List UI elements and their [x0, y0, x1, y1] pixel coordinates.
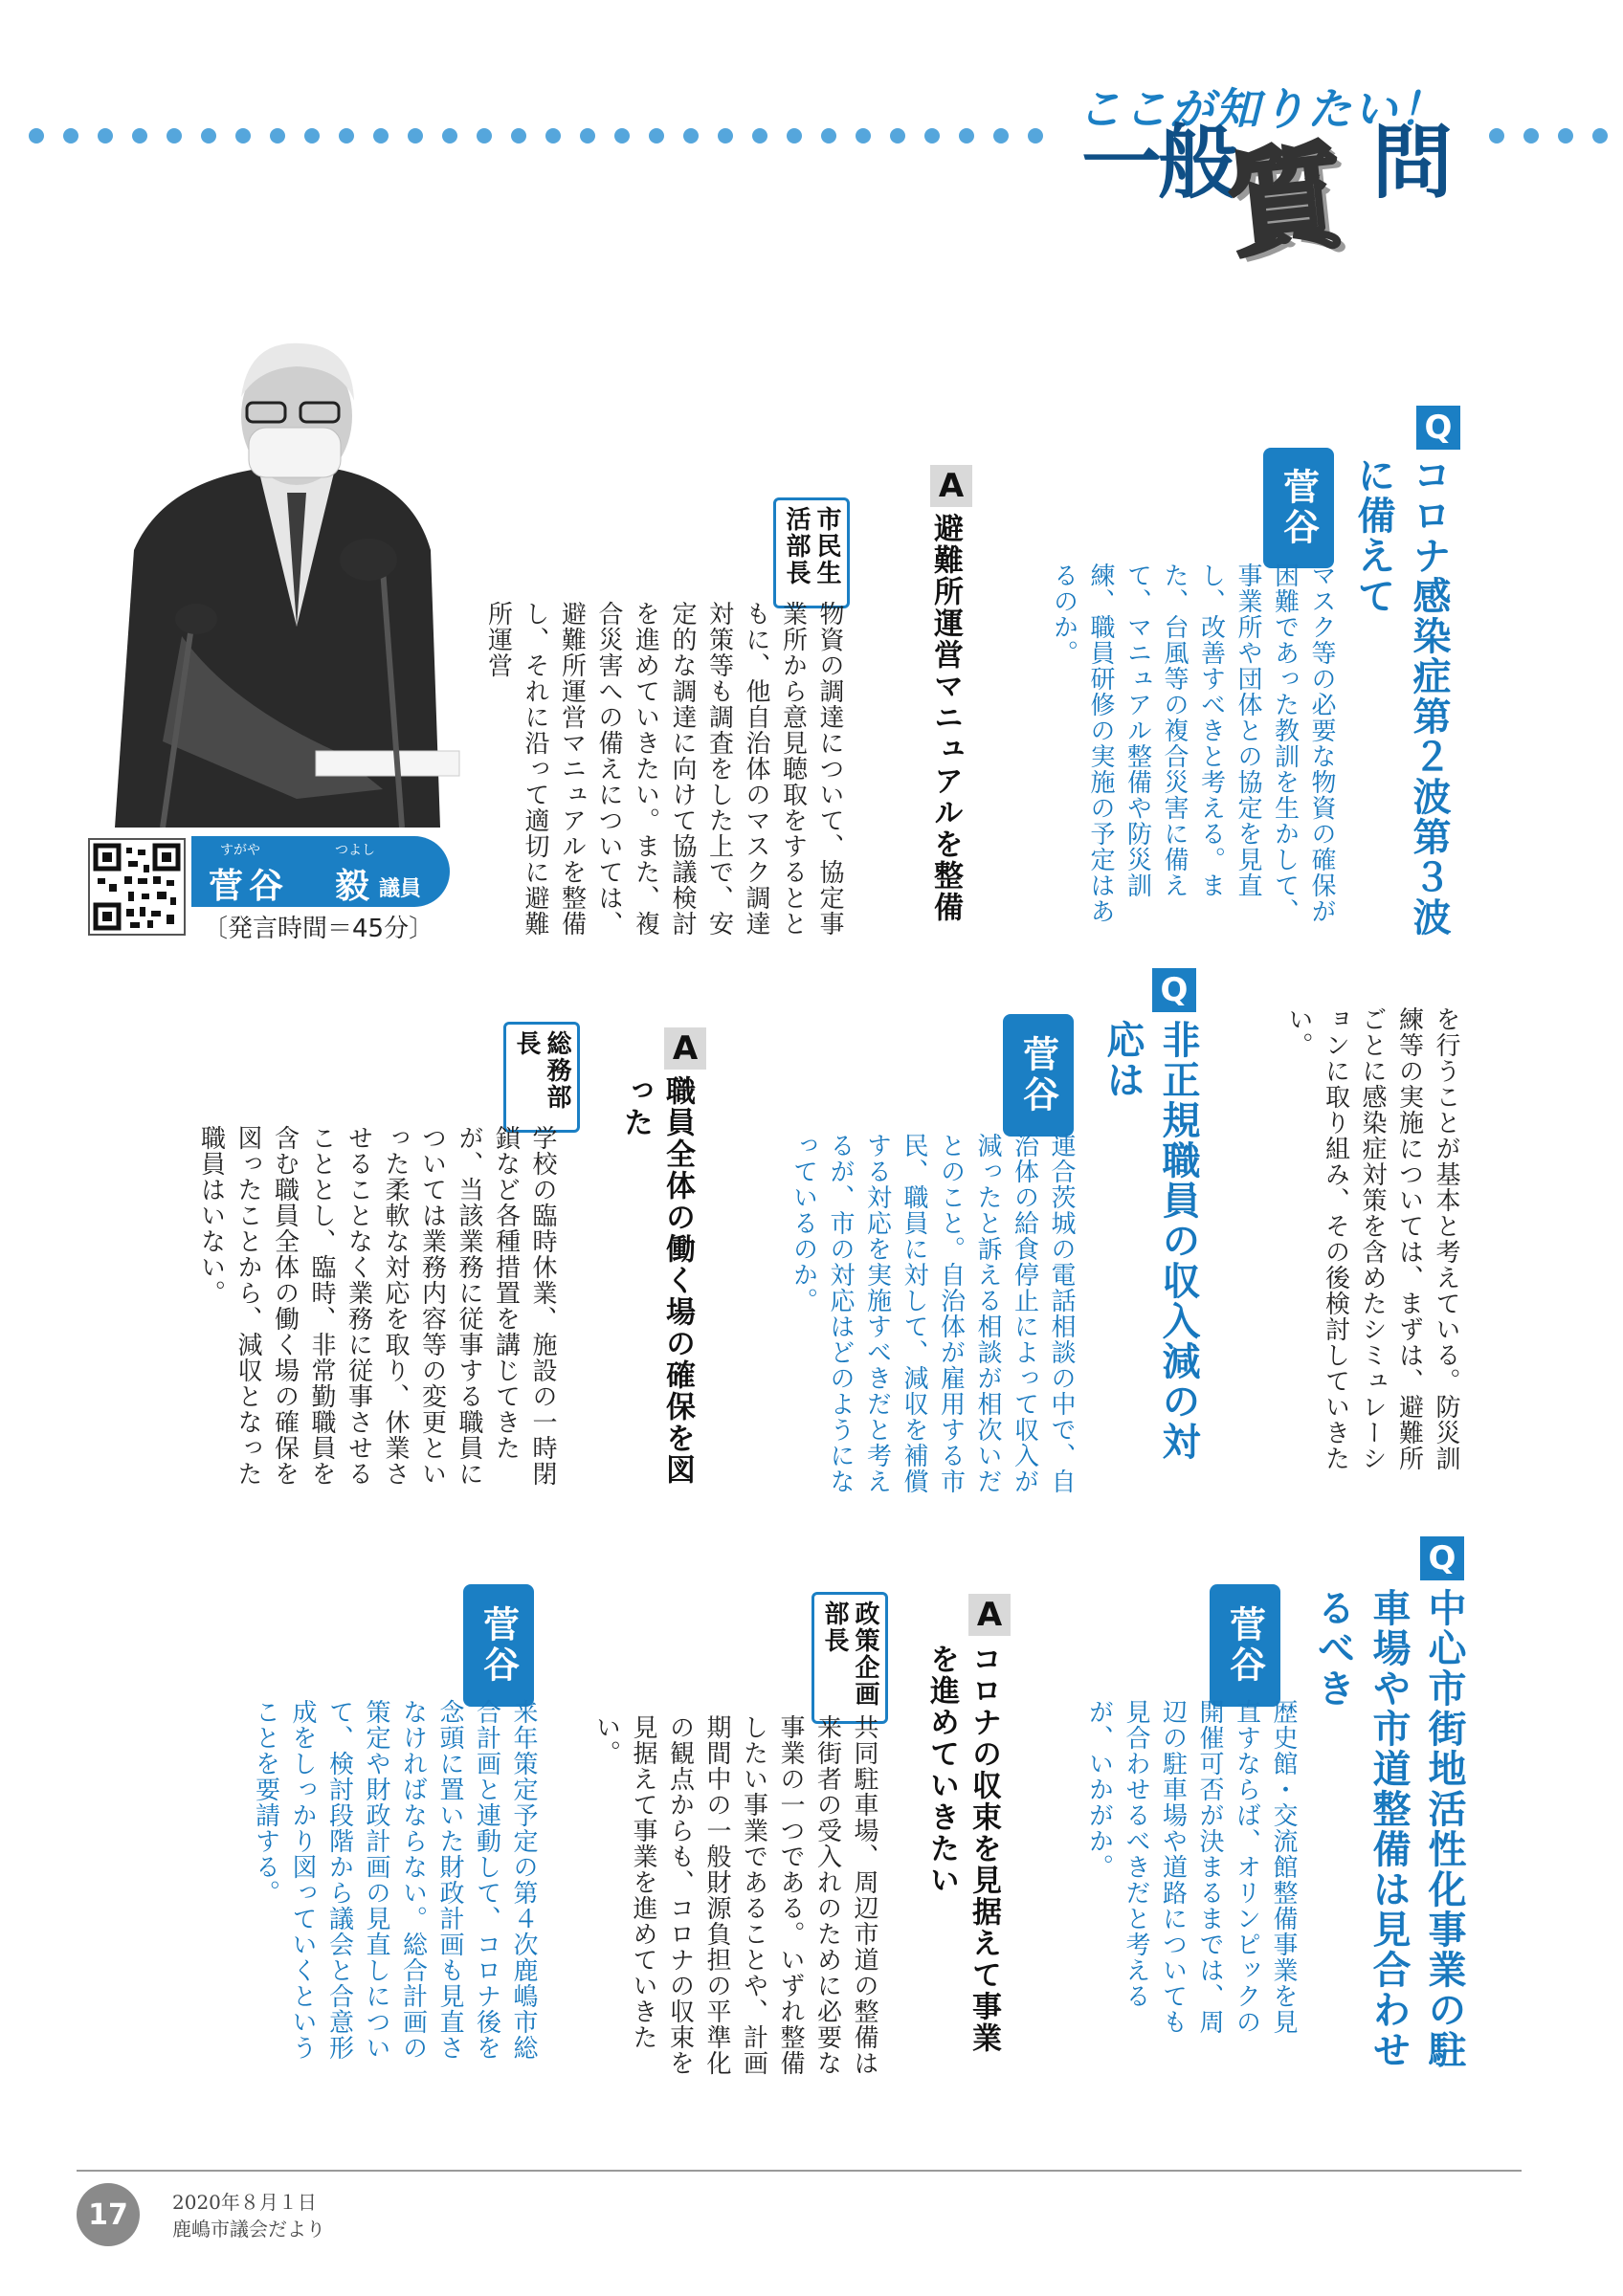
furigana-given: つよし [335, 843, 375, 858]
header-dot-line-left [29, 128, 1043, 144]
header-kicker: ここが知りたい！ [1078, 83, 1445, 135]
answer-heading-3: コロナの収束を見据えて事業を進めていきたい [924, 1644, 1001, 2054]
councilor-title: 議員 [379, 877, 422, 901]
answer-dept-3: 政策企画部長 [812, 1592, 888, 1724]
speaking-time: 〔発言時間＝45分〕 [203, 915, 434, 943]
question-heading-1: コロナ感染症第２波第３波に備えて [1351, 455, 1451, 938]
councilor-photo [96, 340, 517, 828]
header-title-char-2: 般 [1158, 116, 1239, 210]
header-title-char-3: 質 [1222, 130, 1350, 275]
header-title-char-1: 一 [1081, 116, 1163, 210]
footer-date: 2020年８月１日 [172, 2191, 317, 2214]
questioner-badge-4: 菅谷 [463, 1584, 534, 1707]
councilor-name-label [191, 836, 450, 907]
footer-publication: 鹿嶋市議会だより [172, 2218, 325, 2241]
header-dot-line-right [1489, 128, 1608, 144]
answer-dept-1: 市民生活部長 [773, 497, 850, 608]
question-text-3: 歴史館・交流館整備事業を見直すならば、オリンピックの開催可否が決まるまでは、周辺の駐車場や道路についても見合わせるべきだと考えるが、いかがか。 [1084, 1699, 1298, 2035]
answer-text-1a: 物資の調達について、協定事業所から意見聴取をするとともに、他自治体のマスク調達対策等も調査をした上で、安定的な調達に向けて協議検討を進めていきたい。また、複合災害への備えについては、避難所運営マニュアルを整備し、それに沿って適切に避難所運営 [483, 601, 844, 937]
given-name: 毅 [335, 867, 376, 906]
question-heading-3: 中心市街地活性化事業の駐車場や市道整備は見合わせるべき [1311, 1588, 1466, 2070]
q-marker-2: Q [1152, 968, 1196, 1012]
answer-heading-2: 職員全体の働く場の確保を図った [618, 1075, 695, 1486]
question-text-1a: マスク等の必要な物資の確保が困難であった教訓を生かして、事業所や団体との協定を見直し、改善すべきと考える。また、台風等の複合災害に備えて、マニュアル整備や防災訓練、職員研修の実施の予定はあるのか。 [1049, 563, 1336, 924]
a-marker-3: A [968, 1594, 1011, 1636]
answer-heading-1: 避難所運営マニュアルを整備 [928, 513, 963, 923]
question-heading-2: 非正規職員の収入減の対応は [1101, 1020, 1200, 1462]
answer-text-2: 学校の臨時休業、施設の一時閉鎖など各種措置を講じてきたが、当該業務に従事する職員については業務内容等の変更といった柔軟な対応を取り、休業させることなく業務に従事させることとし、臨時、非常勤職員を含む職員全体の働く場の確保を図ったことから、減収となった職員はいない。 [196, 1125, 557, 1487]
questioner-badge-1: 菅谷 [1263, 448, 1334, 568]
answer-dept-2: 総務部長 [503, 1022, 580, 1133]
page-number: 17 [77, 2183, 140, 2246]
questioner-badge-3: 菅谷 [1210, 1584, 1280, 1707]
a-marker-2: A [664, 1027, 706, 1070]
question-text-2: 連合茨城の電話相談の中で、自治体の給食停止によって収入が減ったと訴える相談が相次いだとのこと。自治体が雇用する市民、職員に対して、減収を補償する対応を実施すべきだと考えるが、市の対応はどのようになっているのか。 [789, 1133, 1076, 1494]
question-text-4: 来年策定予定の第４次鹿嶋市総合計画と連動して、コロナ後を念頭に置いた財政計画も見直さなければならない。総合計画の策定や財政計画の見直しについて、検討段階から議会と合意形成をしっかり図っていくということを要請する。 [251, 1699, 538, 2061]
footer-rule [77, 2170, 1522, 2172]
q-marker-1: Q [1416, 406, 1460, 450]
header-title-char-4: 問 [1372, 116, 1454, 210]
questioner-badge-2: 菅谷 [1003, 1014, 1074, 1137]
qr-code[interactable] [88, 838, 186, 936]
q-marker-3: Q [1420, 1536, 1464, 1580]
furigana-family: すがや [220, 843, 260, 858]
answer-text-1b: を行うことが基本と考えている。防災訓練等の実施については、まずは、避難所ごとに感染症対策を含めたシミュレーションに取り組み、その後検討していきたい。 [1284, 1006, 1460, 1471]
family-name: 菅谷 [209, 867, 290, 906]
a-marker-1: A [930, 465, 972, 507]
answer-text-3: 共同駐車場、周辺市道の整備は来街者の受入れのために必要な事業の一つである。いずれ整備したい事業であることや、計画期間中の一般財源負担の平準化の観点からも、コロナの収束を見据えて事業を進めていきたい。 [591, 1714, 878, 2076]
